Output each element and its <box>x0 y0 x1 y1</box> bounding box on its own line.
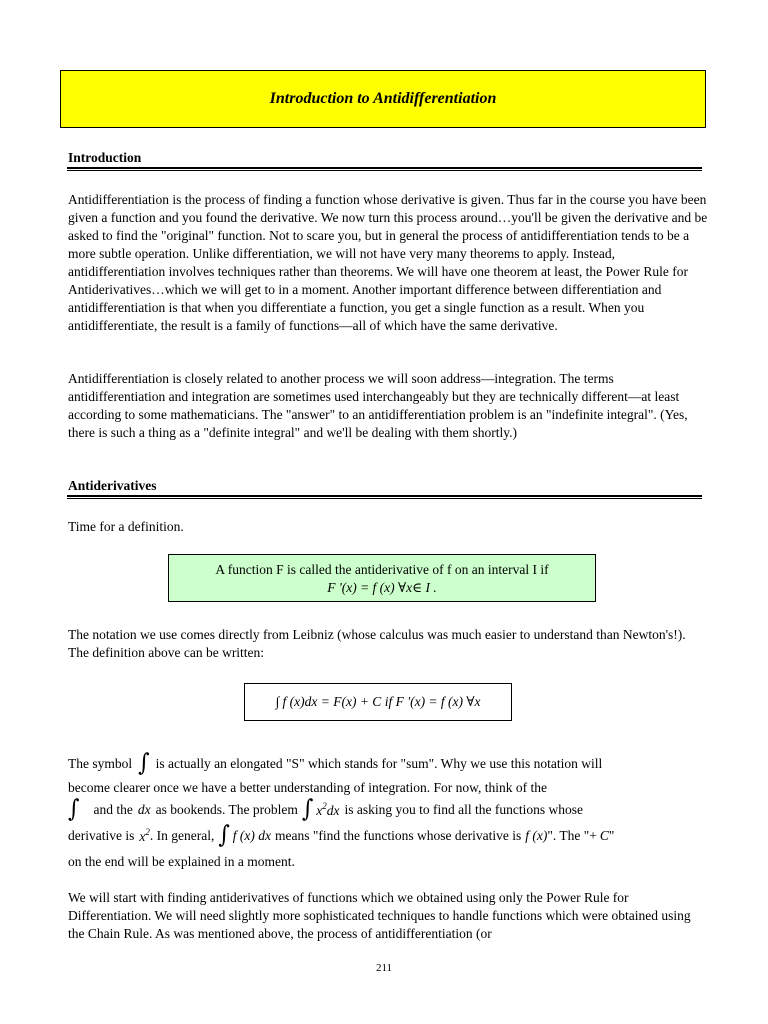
symbol-para-line-5 <box>68 850 708 874</box>
symbol-para-line-4 <box>68 821 708 850</box>
definition-box <box>168 554 596 602</box>
text-span: is actually an elongated "S" which stands for "sum". Why we use this notation will <box>155 756 603 771</box>
definition-line-1: A function F is called the antiderivative of f on an interval I if <box>215 562 549 577</box>
math-x2dx <box>316 801 339 819</box>
text-span: as bookends. The problem <box>155 802 298 817</box>
section-heading-antiderivatives: Antiderivatives <box>68 478 157 493</box>
title-banner <box>60 70 706 128</box>
math-dx: dx <box>137 802 151 817</box>
paragraph-intro-1: Antidifferentiation is the process of finding a function whose derivative is given. Thus far in the course you have been given a function and you found the derivative. We now turn this process around…you'll be given the derivative and be asked to find the "original" function. Not to scare you, but in general the process of antidifferentiation tends to be a more subtle operation. Unlike differentiation, we will not have very many theorems to apply. Instead, antidifferentiation involves techniques rather than theorems. We will have one theorem at least, the Power Rule for Antiderivatives…which we will get to in a moment. Another important difference between differentiation and antidifferentiation is that when you differentiate a function, you get a single function as a result. When you antidifferentiate, the result is a family of functions—all of which have the same derivative. <box>68 192 708 333</box>
paragraph-power-rule: We will start with finding antiderivatives of functions which we obtained using only the Power Rule for Differentiation. We will need slightly more sophisticated techniques to handle functions which were obtained using the Chain Rule. As was mentioned above, the process of antidifferentiation (or <box>68 890 691 941</box>
math-differential: dx <box>326 803 340 818</box>
page-number: 211 <box>375 962 393 974</box>
integral-symbol: ∫ <box>138 749 150 778</box>
math-fx: f (x) <box>525 828 548 843</box>
integral-definition-formula: ∫ f (x)dx = F(x) + C if F '(x) = f (x) ∀x <box>244 683 512 721</box>
math-exponent: 2 <box>322 801 327 811</box>
integral-symbol: ∫ <box>301 795 314 824</box>
section-rule-antiderivatives <box>67 495 702 499</box>
paragraph-notation: The notation we use comes directly from Leibniz (whose calculus was much easier to understand than Newton's!). The definition above can be written: <box>68 627 686 660</box>
text-span: ". The "+ <box>547 828 597 843</box>
math-base: x <box>139 829 146 844</box>
text-span: The symbol <box>68 756 133 771</box>
symbol-para-line-3 <box>68 795 708 824</box>
symbol-para-line-1 <box>68 749 708 778</box>
text-span: on the end will be explained in a moment. <box>68 854 295 869</box>
symbol-para-line-2 <box>68 776 708 800</box>
math-base: x <box>316 803 323 818</box>
section-rule-introduction <box>67 167 702 171</box>
page-title: Introduction to Antidifferentiation <box>269 90 497 107</box>
definition-line-2: F '(x) = f (x) ∀x∈ I . <box>327 580 437 595</box>
paragraph-time-for-definition: Time for a definition. <box>68 519 184 534</box>
text-span: " <box>608 828 615 843</box>
text-span: become clearer once we have a better understanding of integration. For now, think of the <box>68 780 547 795</box>
math-constant-c: C <box>599 828 609 843</box>
math-fxdx: f (x) dx <box>232 828 272 843</box>
section-heading-introduction: Introduction <box>68 150 142 165</box>
text-span: derivative is <box>68 828 135 843</box>
text-span: . In general, <box>149 828 215 843</box>
text-span: means "find the functions whose derivative is <box>275 828 522 843</box>
math-x-squared <box>139 827 150 845</box>
text-span: is asking you to find all the functions whose <box>344 802 584 817</box>
integral-symbol: ∫ <box>218 821 230 850</box>
integral-symbol: ∫ <box>68 795 80 824</box>
paragraph-intro-2: Antidifferentiation is closely related to another process we will soon address—integration. The terms antidifferentiation and integration are sometimes used interchangeably but they are technically different—at least according to some mathematicians. The "answer" to an antidifferentiation problem is an "indefinite integral". (Yes, there is such a thing as a "definite integral" and we'll be dealing with them shortly.) <box>68 371 688 440</box>
math-exponent: 2 <box>145 827 150 837</box>
text-span: and the <box>93 802 133 817</box>
